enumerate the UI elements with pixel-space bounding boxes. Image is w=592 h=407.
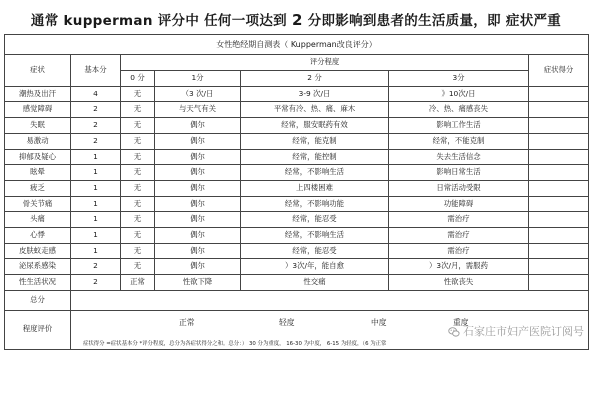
table-row (5, 196, 589, 212)
score-1-cell: 偶尔 (155, 228, 241, 244)
symptom-cell: 皮肤蚁走感 (5, 243, 71, 259)
score-3-cell: 影响工作生活 (389, 118, 529, 134)
score-3-cell: 功能障碍 (389, 196, 529, 212)
base-score-cell: 2 (71, 275, 121, 291)
score-3-cell: ）3次/月，需服药 (389, 259, 529, 275)
table-row (5, 133, 589, 149)
symptom-score-cell (529, 133, 589, 149)
symptom-cell: 骨关节痛 (5, 196, 71, 212)
score-3-cell: 日常活动受限 (389, 180, 529, 196)
table-row (5, 228, 589, 244)
table-row (5, 259, 589, 275)
score-1-cell: 偶尔 (155, 165, 241, 181)
score-1-cell: 偶尔 (155, 212, 241, 228)
symptom-cell: 失眠 (5, 118, 71, 134)
score-2-cell: 经常，能忍受 (241, 243, 389, 259)
watermark-text: 石家庄市妇产医院订阅号 (463, 324, 585, 338)
table-row (5, 118, 589, 134)
evaluation-note: 症状得分 =症状基本分 *评分程度，总分为各症状得分之和。总分：） 30 分为重度， 16-30 为中度， 6-15 为轻度，（6 为正常 (83, 340, 387, 347)
base-score-cell: 2 (71, 133, 121, 149)
base-score-cell: 1 (71, 243, 121, 259)
table-row (5, 86, 589, 102)
score-0-cell: 无 (121, 196, 155, 212)
headline-part1: 通常 kupperman 评分中 任何一项达到 (30, 13, 287, 29)
symptom-score-cell (529, 86, 589, 102)
score-0-cell: 无 (121, 212, 155, 228)
symptom-cell: 潮热及出汗 (5, 86, 71, 102)
base-score-cell: 1 (71, 165, 121, 181)
score-3-cell: 影响日常生活 (389, 165, 529, 181)
score-0-cell: 无 (121, 133, 155, 149)
score-2-cell: 3-9 次/日 (241, 86, 389, 102)
score-0-cell: 无 (121, 86, 155, 102)
score-1-cell: 偶尔 (155, 118, 241, 134)
table-body (5, 86, 589, 290)
symptom-score-cell (529, 102, 589, 118)
score-0-cell: 无 (121, 180, 155, 196)
score-0-cell: 无 (121, 149, 155, 165)
symptom-score-cell (529, 243, 589, 259)
symptom-score-cell (529, 180, 589, 196)
symptom-cell: 眩晕 (5, 165, 71, 181)
table-row (5, 180, 589, 196)
symptom-cell: 性生活状况 (5, 275, 71, 291)
base-score-cell: 1 (71, 180, 121, 196)
score-1-cell: 偶尔 (155, 133, 241, 149)
base-score-cell: 2 (71, 259, 121, 275)
score-1-cell: 与天气有关 (155, 102, 241, 118)
symptom-cell: 抑郁及疑心 (5, 149, 71, 165)
score-2-cell: 经常，能忍受 (241, 212, 389, 228)
score-0-cell: 正常 (121, 275, 155, 291)
table-row (5, 149, 589, 165)
headline (4, 6, 588, 34)
symptom-score-cell (529, 212, 589, 228)
evaluation-level-mild: 轻度 (279, 317, 295, 327)
score-2-cell: ）3次/年，能自愈 (241, 259, 389, 275)
score-2-cell: 平常有冷、热、痛、麻木 (241, 102, 389, 118)
table-row (5, 165, 589, 181)
table-row (5, 275, 589, 291)
evaluation-level-normal: 正常 (179, 317, 195, 327)
score-2-cell: 经常，不影响生活 (241, 165, 389, 181)
score-1-cell: 偶尔 (155, 180, 241, 196)
wechat-bubble-icon (448, 326, 460, 338)
kupperman-table (4, 34, 589, 350)
table-row (5, 243, 589, 259)
evaluation-level-severe: 重度 (453, 317, 469, 327)
score-0-cell: 无 (121, 118, 155, 134)
table-row (5, 102, 589, 118)
header-level-0: 0 分 (121, 71, 155, 87)
score-1-cell: 偶尔 (155, 196, 241, 212)
symptom-score-cell (529, 196, 589, 212)
base-score-cell: 2 (71, 118, 121, 134)
headline-part2: 分即影响到患者的生活质量，即 (307, 13, 501, 29)
symptom-cell: 易激动 (5, 133, 71, 149)
score-2-cell: 经常，能克制 (241, 133, 389, 149)
score-2-cell: 上四楼困难 (241, 180, 389, 196)
symptom-cell: 心悸 (5, 228, 71, 244)
evaluation-label: 程度评价 (5, 310, 71, 349)
header-level-3: 3分 (389, 71, 529, 87)
header-level-2: 2 分 (241, 71, 389, 87)
score-1-cell: 偶尔 (155, 243, 241, 259)
header-degree: 评分程度 (121, 55, 529, 71)
header-base-score: 基本分 (71, 55, 121, 87)
score-2-cell: 经常，服安眠药有效 (241, 118, 389, 134)
score-1-cell: 性欲下降 (155, 275, 241, 291)
score-1-cell: 偶尔 (155, 259, 241, 275)
headline-number: 2 (291, 11, 303, 29)
score-0-cell: 无 (121, 259, 155, 275)
headline-part3: 症状严重 (505, 13, 562, 29)
score-3-cell: 经常，不能克制 (389, 133, 529, 149)
symptom-score-cell (529, 165, 589, 181)
symptom-score-cell (529, 275, 589, 291)
table-title: 女性绝经期自测表（ Kupperman改良评分） (5, 35, 589, 55)
score-3-cell: 》10次/日 (389, 86, 529, 102)
document-page (4, 6, 588, 350)
header-symptom: 症状 (5, 55, 71, 87)
base-score-cell: 2 (71, 102, 121, 118)
base-score-cell: 4 (71, 86, 121, 102)
score-3-cell: 冷、热、痛感丧失 (389, 102, 529, 118)
header-level-1: 1分 (155, 71, 241, 87)
watermark (448, 325, 584, 340)
score-0-cell: 无 (121, 243, 155, 259)
base-score-cell: 1 (71, 196, 121, 212)
score-0-cell: 无 (121, 165, 155, 181)
base-score-cell: 1 (71, 212, 121, 228)
score-0-cell: 无 (121, 228, 155, 244)
symptom-cell: 泌尿系感染 (5, 259, 71, 275)
symptom-score-cell (529, 149, 589, 165)
symptom-score-cell (529, 118, 589, 134)
symptom-cell: 疲乏 (5, 180, 71, 196)
evaluation-cell (71, 310, 589, 349)
symptom-score-cell (529, 259, 589, 275)
score-2-cell: 经常，不影响生活 (241, 228, 389, 244)
score-3-cell: 需治疗 (389, 212, 529, 228)
score-3-cell: 需治疗 (389, 228, 529, 244)
score-1-cell: 偶尔 (155, 149, 241, 165)
score-3-cell: 性欲丧失 (389, 275, 529, 291)
score-2-cell: 经常，不影响功能 (241, 196, 389, 212)
total-label: 总分 (5, 290, 71, 310)
score-1-cell: （3 次/日 (155, 86, 241, 102)
total-value (71, 290, 589, 310)
score-3-cell: 失去生活信念 (389, 149, 529, 165)
symptom-cell: 头痛 (5, 212, 71, 228)
score-2-cell: 性交痛 (241, 275, 389, 291)
header-symptom-score: 症状得分 (529, 55, 589, 87)
score-2-cell: 经常，能控制 (241, 149, 389, 165)
symptom-score-cell (529, 228, 589, 244)
base-score-cell: 1 (71, 149, 121, 165)
symptom-cell: 感觉障碍 (5, 102, 71, 118)
evaluation-level-moderate: 中度 (371, 317, 387, 327)
score-3-cell: 需治疗 (389, 243, 529, 259)
base-score-cell: 1 (71, 228, 121, 244)
score-0-cell: 无 (121, 102, 155, 118)
table-row (5, 212, 589, 228)
